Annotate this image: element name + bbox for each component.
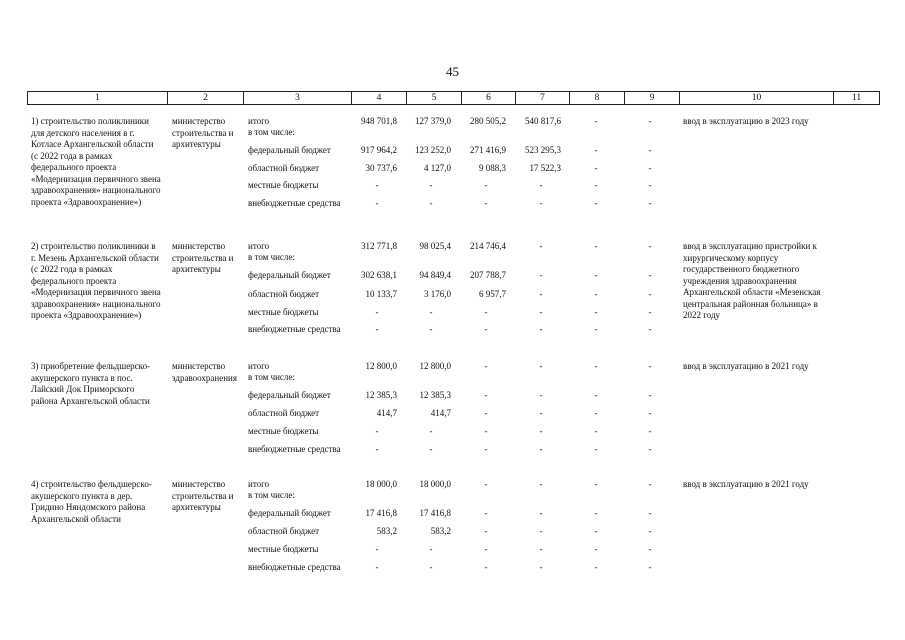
value-col-8: -: [594, 289, 598, 299]
value-col-8: -: [594, 361, 598, 371]
value-col-5: 583,2: [430, 526, 451, 536]
value-col-4: 917 964,2: [361, 145, 397, 155]
value-col-8: -: [594, 163, 598, 173]
value-col-9: -: [648, 526, 652, 536]
header-col-9: 9: [625, 92, 680, 105]
value-col-8: -: [594, 508, 598, 518]
source-label: местные бюджеты: [248, 544, 319, 554]
value-col-7: -: [539, 270, 543, 280]
value-col-6: -: [484, 562, 488, 572]
value-col-7: -: [539, 289, 543, 299]
result-note: ввод в эксплуатацию пристройки к хирургическому корпусу государственного бюджетного учреждения здравоохранения Архангельской области «Мезенская центральная районная больница» в 2022 году: [683, 241, 821, 320]
result-note: ввод в эксплуатацию в 2021 году: [683, 479, 809, 489]
value-col-5: -: [429, 544, 433, 554]
value-col-5: -: [429, 562, 433, 572]
value-col-4: -: [375, 307, 379, 317]
value-col-6: -: [484, 479, 488, 489]
value-col-5: 98 025,4: [419, 241, 451, 251]
value-col-9: -: [648, 145, 652, 155]
project-name: 4) строительство фельдшерско-акушерского пункта в дер. Гридино Няндомского района Архангельской области: [31, 479, 152, 524]
responsible-ministry: министерство здравоохранения: [172, 361, 238, 383]
value-col-7: -: [539, 408, 543, 418]
value-col-8: -: [594, 390, 598, 400]
value-col-5: -: [429, 307, 433, 317]
responsible-ministry: министерство строительства и архитектуры: [172, 116, 234, 149]
value-col-9: -: [648, 163, 652, 173]
result-note: ввод в эксплуатацию в 2021 году: [683, 361, 809, 371]
source-label: итого: [248, 241, 270, 251]
value-col-8: -: [594, 526, 598, 536]
value-col-6: 214 746,4: [470, 241, 506, 251]
value-col-4: 414,7: [376, 408, 397, 418]
value-col-4: 948 701,8: [361, 116, 397, 126]
value-col-7: 17 522,3: [529, 163, 561, 173]
source-label: итого: [248, 479, 270, 489]
value-col-9: -: [648, 324, 652, 334]
header-col-2: 2: [168, 92, 244, 105]
source-label: местные бюджеты: [248, 180, 319, 190]
value-col-6: -: [484, 426, 488, 436]
source-label: итого: [248, 361, 270, 371]
source-label: областной бюджет: [248, 289, 320, 299]
value-col-5: 18 000,0: [419, 479, 451, 489]
value-col-6: -: [484, 198, 488, 208]
value-col-9: -: [648, 544, 652, 554]
source-label: местные бюджеты: [248, 426, 319, 436]
value-col-7: -: [539, 444, 543, 454]
value-col-9: -: [648, 289, 652, 299]
value-col-8: -: [594, 408, 598, 418]
value-col-4: -: [375, 198, 379, 208]
value-col-8: -: [594, 270, 598, 280]
value-col-9: -: [648, 361, 652, 371]
value-col-9: -: [648, 307, 652, 317]
value-col-5: -: [429, 324, 433, 334]
header-col-7: 7: [516, 92, 570, 105]
value-col-7: -: [539, 390, 543, 400]
value-col-5: 4 127,0: [424, 163, 451, 173]
source-label: областной бюджет: [248, 163, 320, 173]
value-col-8: -: [594, 444, 598, 454]
value-col-4: 30 737,6: [365, 163, 397, 173]
value-col-5: -: [429, 198, 433, 208]
project-name: 1) строительство поликлиники для детского населения в г. Котласе Архангельской области (с 2022 года в рамках федерального проекта «Модернизация первичного звена здравоохранения» национального проекта «Здравоохранение»): [31, 116, 161, 207]
value-col-9: -: [648, 444, 652, 454]
value-col-7: -: [539, 180, 543, 190]
source-label: внебюджетные средства: [248, 198, 341, 208]
source-sublabel: в том числе:: [248, 490, 295, 500]
value-col-5: -: [429, 444, 433, 454]
value-col-9: -: [648, 116, 652, 126]
value-col-4: 12 385,3: [365, 390, 397, 400]
value-col-7: -: [539, 544, 543, 554]
value-col-7: -: [539, 307, 543, 317]
value-col-7: -: [539, 198, 543, 208]
header-col-3: 3: [244, 92, 352, 105]
value-col-8: -: [594, 241, 598, 251]
value-col-6: -: [484, 444, 488, 454]
source-label: федеральный бюджет: [248, 270, 331, 280]
source-label: внебюджетные средства: [248, 324, 341, 334]
source-label: федеральный бюджет: [248, 390, 331, 400]
value-col-6: 6 957,7: [479, 289, 506, 299]
value-col-6: -: [484, 307, 488, 317]
source-label: местные бюджеты: [248, 307, 319, 317]
value-col-5: 3 176,0: [424, 289, 451, 299]
value-col-4: 12 800,0: [365, 361, 397, 371]
value-col-6: -: [484, 544, 488, 554]
value-col-9: -: [648, 198, 652, 208]
value-col-4: 302 638,1: [361, 270, 397, 280]
value-col-9: -: [648, 508, 652, 518]
value-col-7: -: [539, 324, 543, 334]
value-col-5: 414,7: [430, 408, 451, 418]
value-col-4: 18 000,0: [365, 479, 397, 489]
value-col-6: -: [484, 180, 488, 190]
value-col-8: -: [594, 544, 598, 554]
source-label: областной бюджет: [248, 526, 320, 536]
header-col-1: 1: [28, 92, 168, 105]
value-col-7: 540 817,6: [525, 116, 561, 126]
page-number: 45: [446, 64, 459, 79]
value-col-7: -: [539, 241, 543, 251]
value-col-9: -: [648, 270, 652, 280]
value-col-8: -: [594, 307, 598, 317]
value-col-8: -: [594, 198, 598, 208]
value-col-6: 9 088,3: [479, 163, 506, 173]
value-col-4: -: [375, 444, 379, 454]
value-col-9: -: [648, 426, 652, 436]
responsible-ministry: министерство строительства и архитектуры: [172, 479, 234, 512]
source-label: итого: [248, 116, 270, 126]
value-col-8: -: [594, 479, 598, 489]
value-col-4: 583,2: [376, 526, 397, 536]
header-col-8: 8: [570, 92, 625, 105]
value-col-5: -: [429, 426, 433, 436]
header-col-6: 6: [462, 92, 516, 105]
value-col-7: -: [539, 479, 543, 489]
value-col-7: -: [539, 508, 543, 518]
source-label: внебюджетные средства: [248, 562, 341, 572]
value-col-6: 207 788,7: [470, 270, 506, 280]
value-col-7: -: [539, 562, 543, 572]
value-col-6: -: [484, 408, 488, 418]
value-col-9: -: [648, 180, 652, 190]
value-col-9: -: [648, 479, 652, 489]
value-col-5: -: [429, 180, 433, 190]
column-number-header: [27, 91, 880, 105]
source-label: областной бюджет: [248, 408, 320, 418]
value-col-4: 312 771,8: [361, 241, 397, 251]
value-col-5: 127 379,0: [415, 116, 451, 126]
value-col-8: -: [594, 116, 598, 126]
value-col-9: -: [648, 408, 652, 418]
value-col-8: -: [594, 180, 598, 190]
responsible-ministry: министерство строительства и архитектуры: [172, 241, 234, 274]
value-col-7: 523 295,3: [525, 145, 561, 155]
source-label: внебюджетные средства: [248, 444, 341, 454]
value-col-8: -: [594, 145, 598, 155]
value-col-4: -: [375, 544, 379, 554]
value-col-9: -: [648, 390, 652, 400]
value-col-7: -: [539, 526, 543, 536]
header-col-4: 4: [352, 92, 407, 105]
value-col-5: 12 385,3: [419, 390, 451, 400]
value-col-8: -: [594, 426, 598, 436]
value-col-8: -: [594, 324, 598, 334]
header-col-11: 11: [834, 92, 880, 105]
value-col-9: -: [648, 241, 652, 251]
value-col-6: 280 505,2: [470, 116, 506, 126]
value-col-4: 17 416,8: [365, 508, 397, 518]
header-col-10: 10: [680, 92, 834, 105]
value-col-4: -: [375, 180, 379, 190]
value-col-4: -: [375, 562, 379, 572]
value-col-7: -: [539, 426, 543, 436]
value-col-6: -: [484, 526, 488, 536]
value-col-9: -: [648, 562, 652, 572]
value-col-6: 271 416,9: [470, 145, 506, 155]
project-name: 3) приобретение фельдшерско-акушерского пункта в пос. Лайский Док Приморского района Архангельской области: [31, 361, 151, 406]
value-col-6: -: [484, 390, 488, 400]
value-col-4: -: [375, 324, 379, 334]
source-sublabel: в том числе:: [248, 252, 295, 262]
value-col-4: -: [375, 426, 379, 436]
project-name: 2) строительство поликлиники в г. Мезень Архангельской области (с 2022 года в рамках федерального проекта «Модернизация первичного звена здравоохранения» национального проекта «Здравоохранение»): [31, 241, 161, 320]
value-col-5: 123 252,0: [415, 145, 451, 155]
source-sublabel: в том числе:: [248, 372, 295, 382]
value-col-5: 94 849,4: [419, 270, 451, 280]
header-col-5: 5: [407, 92, 462, 105]
source-label: федеральный бюджет: [248, 145, 331, 155]
value-col-7: -: [539, 361, 543, 371]
result-note: ввод в эксплуатацию в 2023 году: [683, 116, 809, 126]
value-col-5: 17 416,8: [419, 508, 451, 518]
source-label: федеральный бюджет: [248, 508, 331, 518]
source-sublabel: в том числе:: [248, 127, 295, 137]
value-col-6: -: [484, 324, 488, 334]
value-col-5: 12 800,0: [419, 361, 451, 371]
value-col-8: -: [594, 562, 598, 572]
value-col-4: 10 133,7: [365, 289, 397, 299]
value-col-6: -: [484, 361, 488, 371]
value-col-6: -: [484, 508, 488, 518]
